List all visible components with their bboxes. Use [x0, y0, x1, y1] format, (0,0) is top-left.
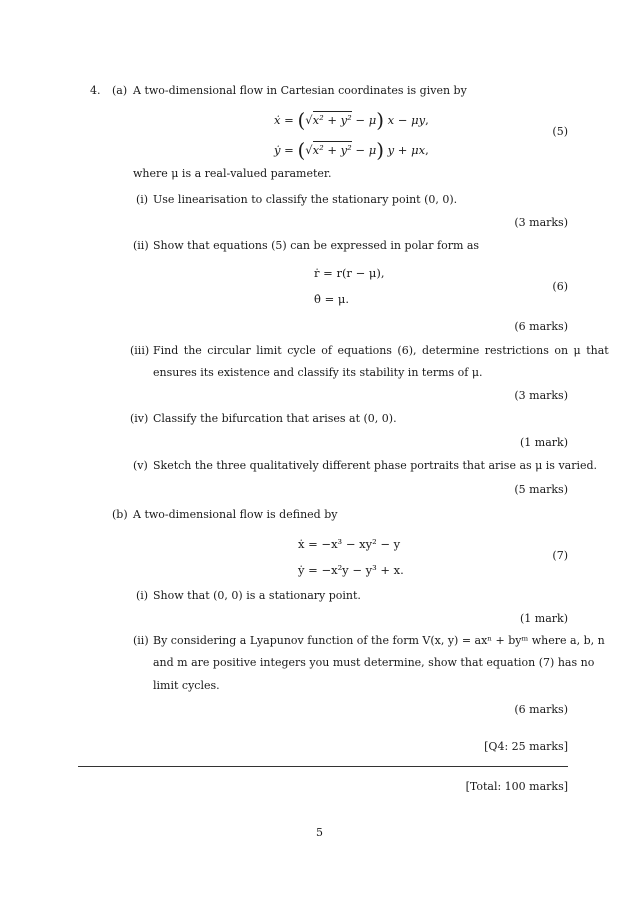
- equation-5-number: (5): [552, 125, 568, 138]
- question-total: [Q4: 25 marks]: [484, 740, 568, 753]
- part-a-iii-text-1: Find the circular limit cycle of equations (6), determine restrictions on μ that: [153, 344, 609, 357]
- equation-6-line-1: ṙ = r(r − μ),: [314, 266, 385, 280]
- equation-7-number: (7): [552, 549, 568, 562]
- part-a-i-label: (i): [136, 193, 149, 206]
- param-note: where μ is a real-valued parameter.: [133, 167, 332, 180]
- part-a-ii-marks: (6 marks): [514, 320, 568, 333]
- part-b-ii-label: (ii): [133, 634, 149, 647]
- part-a-label: (a): [112, 84, 128, 97]
- part-a-i-marks: (3 marks): [514, 216, 568, 229]
- part-a-iv-text: Classify the bifurcation that arises at (0, 0).: [153, 412, 397, 425]
- part-a-v-marks: (5 marks): [514, 483, 568, 496]
- paper-total: [Total: 100 marks]: [465, 780, 568, 793]
- part-a-intro: A two-dimensional flow in Cartesian coordinates is given by: [133, 84, 467, 97]
- part-b-ii-text-3: limit cycles.: [153, 679, 220, 692]
- equation-6-line-2: θ̇ = μ.: [314, 292, 349, 306]
- part-a-i-text: Use linearisation to classify the stationary point (0, 0).: [153, 193, 458, 206]
- page-number: 5: [316, 826, 323, 839]
- part-a-iii-marks: (3 marks): [514, 389, 568, 402]
- question-number: 4.: [90, 84, 101, 97]
- part-a-ii-label: (ii): [133, 239, 149, 252]
- equation-6-number: (6): [552, 280, 568, 293]
- section-divider: [78, 766, 568, 767]
- equation-7-line-2: ẏ = −x²y − y³ + x.: [298, 563, 404, 577]
- equation-5-line-2: ẏ = (√x² + y² − μ) y + μx,: [274, 138, 429, 162]
- part-b-label: (b): [112, 508, 128, 521]
- part-b-ii-marks: (6 marks): [514, 703, 568, 716]
- equation-5-line-1: ẋ = (√x² + y² − μ) x − μy,: [274, 108, 429, 132]
- equation-7-line-1: ẋ = −x³ − xy² − y: [298, 537, 401, 551]
- part-b-ii-text-1: By considering a Lyapunov function of the form V(x, y) = axⁿ + byᵐ where a, b, n: [153, 634, 605, 647]
- part-a-v-text: Sketch the three qualitatively different phase portraits that arise as μ is varied.: [153, 459, 598, 472]
- part-b-i-text: Show that (0, 0) is a stationary point.: [153, 589, 361, 602]
- part-b-i-marks: (1 mark): [520, 612, 568, 625]
- part-b-ii-text-2: and m are positive integers you must determine, show that equation (7) has no: [153, 656, 595, 669]
- part-b-intro: A two-dimensional flow is defined by: [133, 508, 338, 521]
- part-a-iii-text-2: ensures its existence and classify its stability in terms of μ.: [153, 366, 483, 379]
- part-a-iii-label: (iii): [130, 344, 150, 357]
- part-a-iv-marks: (1 mark): [520, 436, 568, 449]
- part-a-ii-text: Show that equations (5) can be expressed in polar form as: [153, 239, 480, 252]
- part-a-v-label: (v): [133, 459, 148, 472]
- part-b-i-label: (i): [136, 589, 149, 602]
- part-a-iv-label: (iv): [130, 412, 149, 425]
